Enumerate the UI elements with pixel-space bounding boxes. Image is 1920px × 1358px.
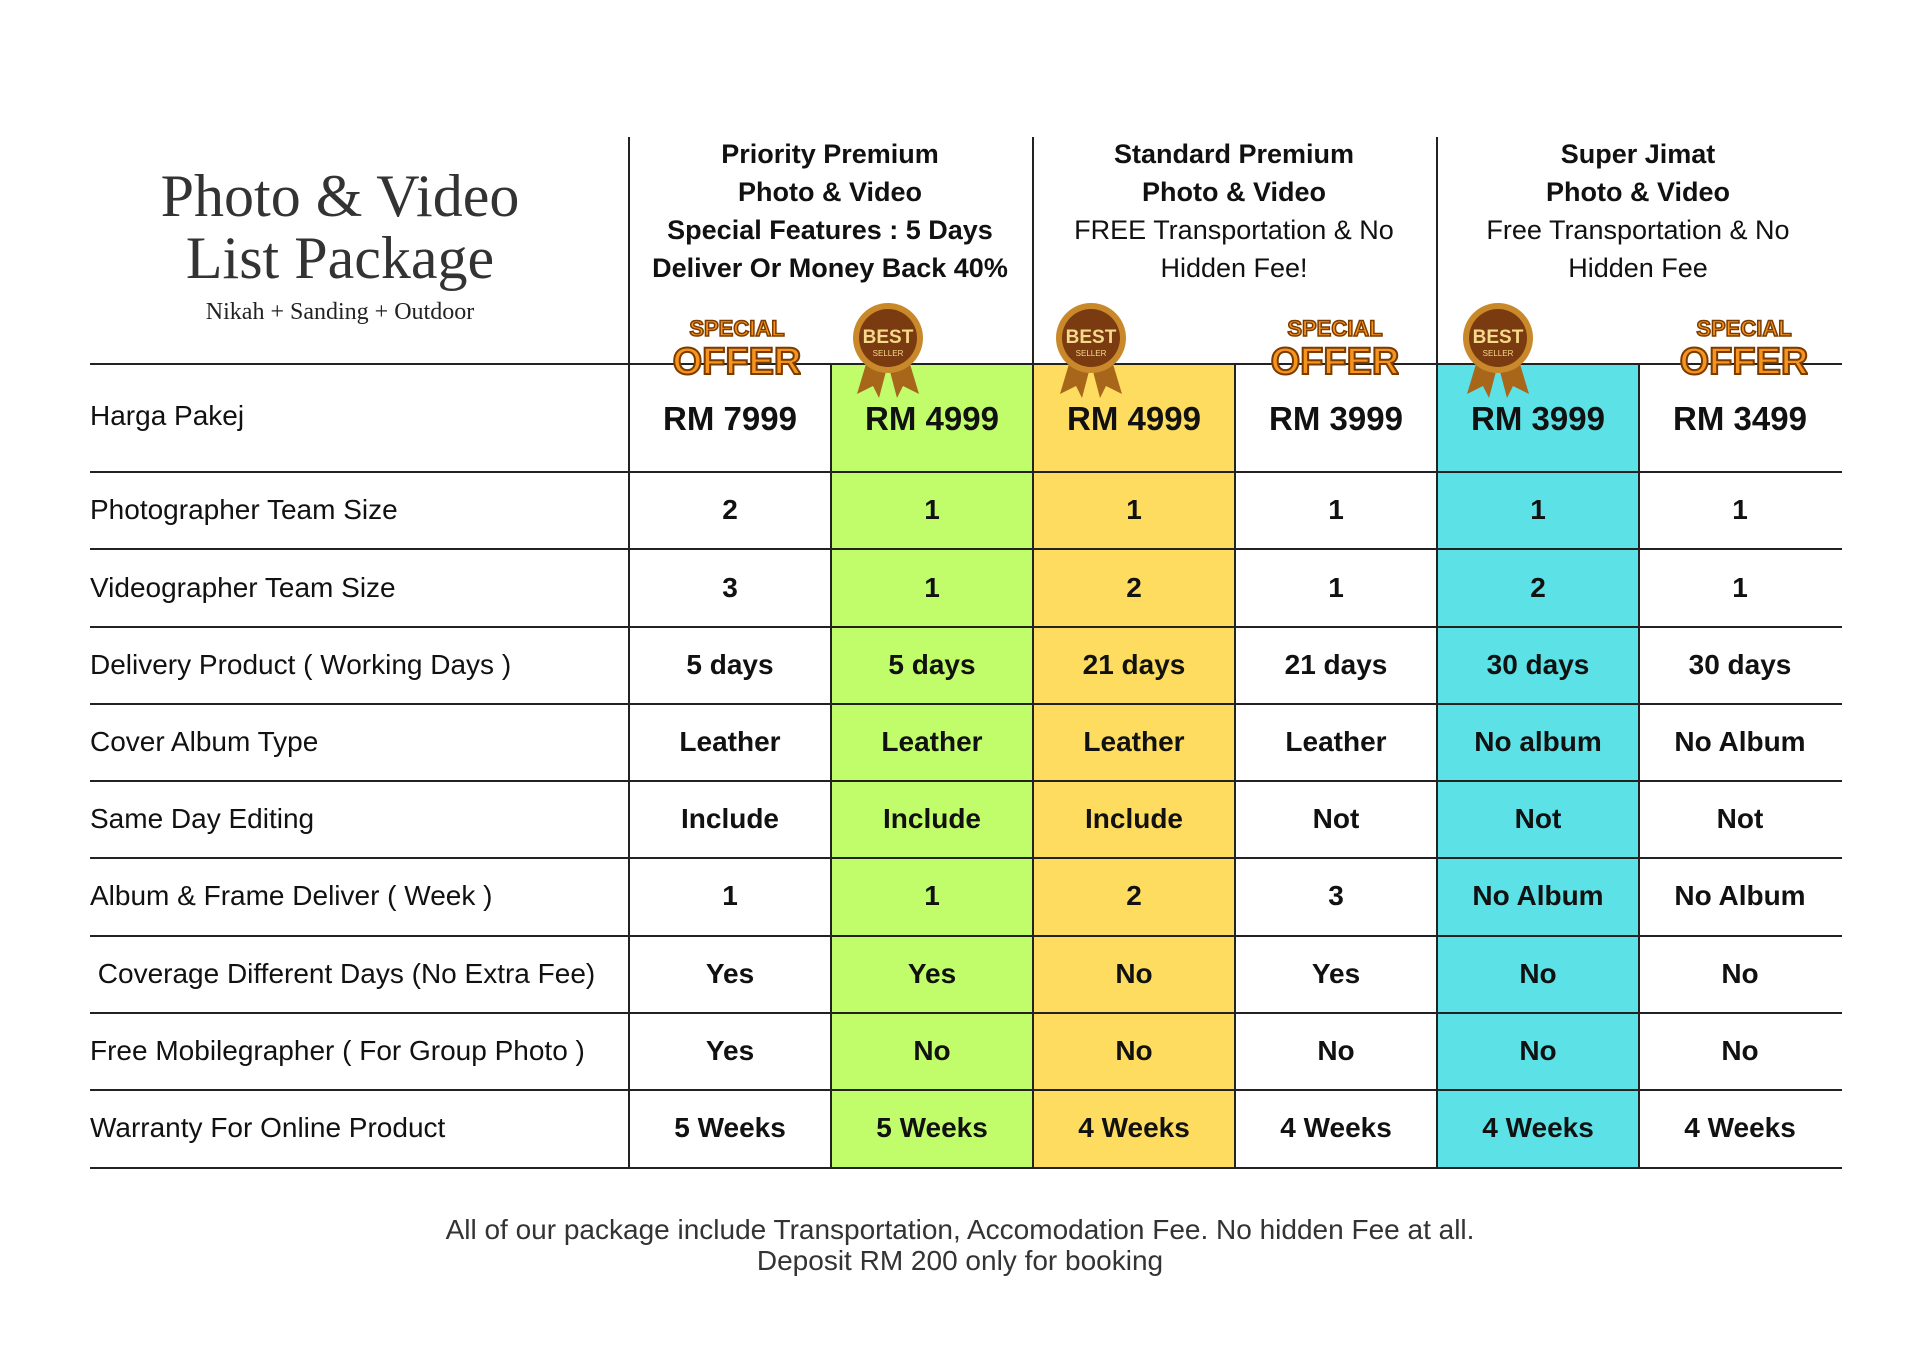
group-name: Photo & Video: [1141, 177, 1326, 207]
row-divider: [90, 857, 1842, 859]
table-cell: 1: [1732, 572, 1748, 603]
table-cell: 30 days: [1486, 649, 1590, 680]
table-cell: No: [1721, 958, 1759, 989]
row-label: Delivery Product ( Working Days ): [90, 649, 512, 680]
special-offer-bottom: OFFER: [1680, 341, 1808, 382]
group-name: Photo & Video: [1545, 177, 1730, 207]
special-offer-top: SPECIAL: [1696, 316, 1792, 341]
table-cell: No: [1519, 1035, 1557, 1066]
row-divider: [90, 363, 1842, 365]
table-cell: Include: [882, 803, 981, 834]
table-cell: 5 days: [686, 649, 774, 680]
price-cell: RM 3499: [1673, 400, 1807, 437]
group-description: Hidden Fee!: [1160, 253, 1308, 283]
table-cell: 4 Weeks: [1684, 1112, 1796, 1143]
row-label: Same Day Editing: [90, 803, 315, 834]
group-header-standard-premium: [1032, 135, 1436, 287]
table-cell: 2: [1126, 572, 1142, 603]
group-header-super-jimat: [1436, 135, 1840, 287]
row-divider: [90, 935, 1842, 937]
special-offer-badge: [1271, 308, 1399, 382]
table-cell: Leather: [1083, 726, 1185, 757]
table-cell: 2: [1530, 572, 1546, 603]
row-divider: [90, 1089, 1842, 1091]
table-cell: 3: [1328, 880, 1344, 911]
row-divider: [90, 471, 1842, 473]
row-label: Cover Album Type: [90, 726, 319, 757]
table-cell: Yes: [907, 958, 957, 989]
row-label: Free Mobilegrapher ( For Group Photo ): [90, 1035, 585, 1066]
table-cell: Include: [680, 803, 779, 834]
row-label: Harga Pakej: [90, 400, 245, 431]
table-cell: 21 days: [1082, 649, 1186, 680]
best-seller-top: BEST: [1065, 327, 1117, 348]
footer-note: [0, 1214, 1920, 1276]
table-cell: 3: [722, 572, 738, 603]
page-title: [90, 165, 590, 326]
table-cell: 4 Weeks: [1078, 1112, 1190, 1143]
table-cell: No album: [1474, 726, 1602, 757]
table-cell: 1: [1328, 494, 1344, 525]
row-label: Warranty For Online Product: [90, 1112, 446, 1143]
table-cell: 2: [722, 494, 738, 525]
row-label: Album & Frame Deliver ( Week ): [90, 880, 493, 911]
row-divider: [90, 548, 1842, 550]
group-header-priority-premium: [628, 135, 1032, 287]
table-cell: Not: [1312, 803, 1360, 834]
best-seller-bottom: SELLER: [872, 349, 904, 358]
group-description: Free Transportation & No: [1486, 215, 1790, 245]
table-cell: Not: [1514, 803, 1562, 834]
table-cell: Leather: [881, 726, 983, 757]
group-name: Photo & Video: [737, 177, 922, 207]
table-cell: 1: [722, 880, 738, 911]
row-divider: [90, 1167, 1842, 1169]
best-seller-bottom: SELLER: [1482, 349, 1514, 358]
table-cell: 5 days: [888, 649, 976, 680]
table-cell: Leather: [1285, 726, 1387, 757]
group-description: Hidden Fee: [1568, 253, 1708, 283]
footer-line-1: All of our package include Transportation, Accomodation Fee. No hidden Fee at all.: [445, 1214, 1475, 1245]
price-cell: RM 7999: [663, 400, 797, 437]
table-cell: Yes: [1311, 958, 1361, 989]
best-seller-top: BEST: [1472, 327, 1524, 348]
special-offer-top: SPECIAL: [1287, 316, 1383, 341]
row-divider: [90, 703, 1842, 705]
table-cell: 1: [924, 572, 940, 603]
footer-line-2: Deposit RM 200 only for booking: [756, 1245, 1164, 1276]
group-description: Deliver Or Money Back 40%: [652, 253, 1008, 283]
table-cell: 2: [1126, 880, 1142, 911]
title-line-2: List Package: [185, 225, 495, 291]
price-cell: RM 3999: [1269, 400, 1403, 437]
table-cell: No: [1519, 958, 1557, 989]
group-name: Super Jimat: [1560, 139, 1716, 169]
table-cell: No: [1115, 1035, 1153, 1066]
row-label: Coverage Different Days (No Extra Fee): [90, 958, 596, 989]
table-cell: No Album: [1674, 726, 1806, 757]
row-divider: [90, 1012, 1842, 1014]
best-seller-badge: [1050, 302, 1132, 398]
title-line-1: Photo & Video: [160, 163, 520, 229]
table-cell: Not: [1716, 803, 1764, 834]
table-cell: 5 Weeks: [876, 1112, 988, 1143]
row-label: Videographer Team Size: [90, 572, 396, 603]
table-cell: 1: [1530, 494, 1546, 525]
price-cell: RM 4999: [865, 400, 999, 437]
table-cell: No: [1721, 1035, 1759, 1066]
special-offer-bottom: OFFER: [673, 341, 801, 382]
table-cell: Yes: [705, 1035, 755, 1066]
best-seller-badge: [847, 302, 929, 398]
table-cell: No: [913, 1035, 951, 1066]
table-cell: No Album: [1472, 880, 1604, 911]
table-cell: No Album: [1674, 880, 1806, 911]
special-offer-badge: [1680, 308, 1808, 382]
table-cell: 1: [1328, 572, 1344, 603]
row-divider: [90, 780, 1842, 782]
group-description: FREE Transportation & No: [1074, 215, 1394, 245]
table-cell: 1: [924, 880, 940, 911]
table-cell: 1: [1126, 494, 1142, 525]
group-name: Standard Premium: [1113, 139, 1355, 169]
table-cell: 5 Weeks: [674, 1112, 786, 1143]
group-name: Priority Premium: [721, 139, 939, 169]
title-subtitle: Nikah + Sanding + Outdoor: [205, 299, 475, 325]
table-cell: 21 days: [1284, 649, 1388, 680]
best-seller-top: BEST: [862, 327, 914, 348]
special-offer-bottom: OFFER: [1271, 341, 1399, 382]
price-cell: RM 3999: [1471, 400, 1605, 437]
table-cell: 4 Weeks: [1280, 1112, 1392, 1143]
table-cell: Leather: [679, 726, 781, 757]
table-cell: 30 days: [1688, 649, 1792, 680]
table-cell: 1: [1732, 494, 1748, 525]
table-cell: Include: [1084, 803, 1183, 834]
best-seller-bottom: SELLER: [1075, 349, 1107, 358]
row-label: Photographer Team Size: [90, 494, 398, 525]
table-cell: 4 Weeks: [1482, 1112, 1594, 1143]
table-cell: Yes: [705, 958, 755, 989]
special-offer-top: SPECIAL: [689, 316, 785, 341]
group-description: Special Features : 5 Days: [667, 215, 993, 245]
special-offer-badge: [673, 308, 801, 382]
table-cell: 1: [924, 494, 940, 525]
table-cell: No: [1115, 958, 1153, 989]
best-seller-badge: [1457, 302, 1539, 398]
row-divider: [90, 626, 1842, 628]
table-cell: No: [1317, 1035, 1355, 1066]
price-cell: RM 4999: [1067, 400, 1201, 437]
